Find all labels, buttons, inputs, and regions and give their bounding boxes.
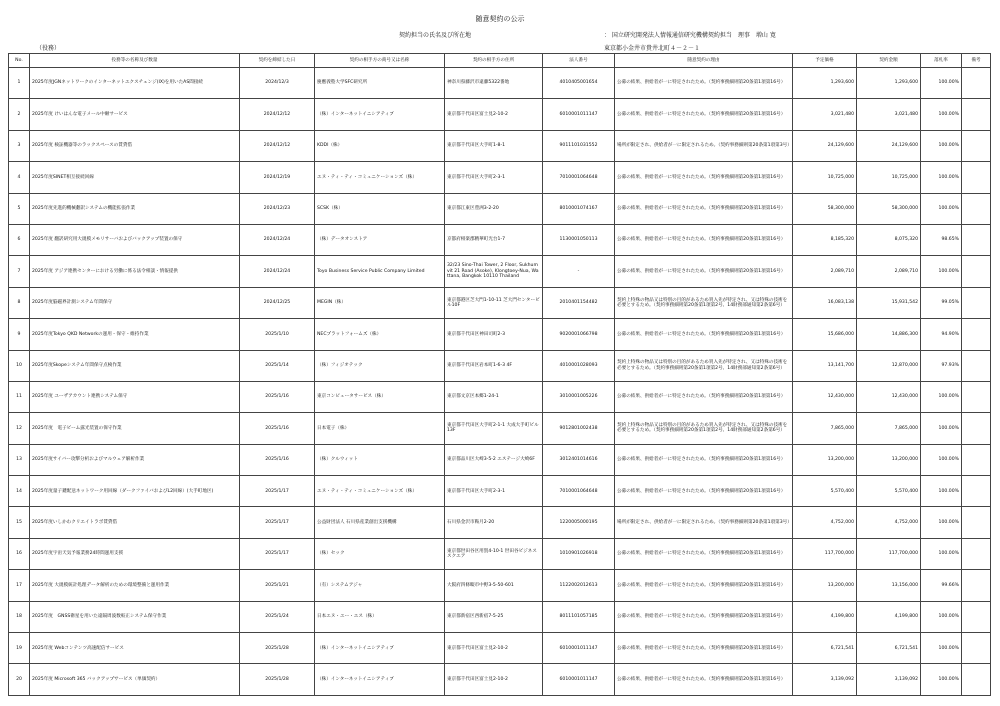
table-row <box>9 130 991 161</box>
table-row <box>9 601 991 632</box>
vendor-name: 公益財団法人 石川県産業創出支援機構 <box>315 507 445 538</box>
corporate-number: 1122002012613 <box>543 570 615 601</box>
estimated-price: 15,686,000 <box>793 319 857 350</box>
table-row <box>9 287 991 318</box>
service-name: 2025年度 大規模統計処理データ解析のための環境整備と運用作業 <box>30 570 240 601</box>
service-name: 2025年度先進的機械翻訳システムの機能拡張作業 <box>30 193 240 224</box>
row-no: 17 <box>9 570 30 601</box>
contract-date: 2025/1/24 <box>240 601 315 632</box>
corporate-number: 6010001011147 <box>543 99 615 130</box>
vendor-name: 慶應義塾大学SFC研究所 <box>315 68 445 99</box>
contract-amount: 1,293,600 <box>857 68 921 99</box>
vendor-name: （株）インターネットイニシアティブ <box>315 633 445 664</box>
contract-reason: 公募の結果、供給者が一に特定されたため。（契約事務細則第20条第1項第16号） <box>615 633 793 664</box>
vendor-name: KDDI（株） <box>315 130 445 161</box>
estimated-price: 13,141,700 <box>793 350 857 381</box>
contract-date: 2025/1/14 <box>240 350 315 381</box>
service-name: 2025年度 けいはんな電子メール中継サービス <box>30 99 240 130</box>
vendor-address: 東京都江東区豊洲3-2-20 <box>445 193 543 224</box>
vendor-address: 神奈川県藤沢市遠藤5322番地 <box>445 68 543 99</box>
contract-date: 2025/1/16 <box>240 413 315 444</box>
contract-date: 2024/12/23 <box>240 193 315 224</box>
contract-date: 2025/1/16 <box>240 444 315 475</box>
service-name: 2025年度いしかわクリエイトラボ賃貸借 <box>30 507 240 538</box>
contract-date: 2025/1/28 <box>240 633 315 664</box>
estimated-price: 8,185,320 <box>793 224 857 255</box>
table-row <box>9 507 991 538</box>
remarks <box>962 162 991 193</box>
contract-reason: 公募の結果、供給者が一に特定されたため。（契約事務細則第20条第1項第16号） <box>615 68 793 99</box>
col-header-reason: 随意契約の理由 <box>615 54 793 68</box>
service-name: 2025年度 電子ビーム露光装置の保守作業 <box>30 413 240 444</box>
vendor-address: 東京都世田谷区用賀4-10-1 世田谷ビジネススクエア <box>445 538 543 569</box>
vendor-name: 東京コンピュータサービス（株） <box>315 381 445 412</box>
service-name: 2025年度 翻訳研究用大規模メモリサーバおよびバックアップ装置の保守 <box>30 224 240 255</box>
contract-date: 2025/1/16 <box>240 381 315 412</box>
vendor-address: 東京都千代田区大手町2-3-1 <box>445 162 543 193</box>
service-name: 2025年度 Microsoft 365 バックアップサービス（単価契約） <box>30 664 240 695</box>
corporate-number: 1130001050113 <box>543 224 615 255</box>
contract-date: 2024/12/19 <box>240 162 315 193</box>
service-name: 2025年度 検証機器等のラックスペースの賃貸借 <box>30 130 240 161</box>
row-no: 15 <box>9 507 30 538</box>
table-row <box>9 664 991 695</box>
service-name: 2025年度 Webコンテンツ高速配信サービス <box>30 633 240 664</box>
estimated-price: 12,430,000 <box>793 381 857 412</box>
remarks <box>962 633 991 664</box>
contracts-table <box>8 53 991 696</box>
corporate-number: 4010001028093 <box>543 350 615 381</box>
contract-date: 2024/12/24 <box>240 224 315 255</box>
table-row <box>9 350 991 381</box>
row-no: 1 <box>9 68 30 99</box>
row-no: 2 <box>9 99 30 130</box>
vendor-name: （株）インターネットイニシアティブ <box>315 664 445 695</box>
contract-date: 2025/1/17 <box>240 538 315 569</box>
row-no: 19 <box>9 633 30 664</box>
contract-amount: 117,700,000 <box>857 538 921 569</box>
corporate-number: 9012801002438 <box>543 413 615 444</box>
award-rate: 100.00% <box>921 601 962 632</box>
contract-amount: 8,075,320 <box>857 224 921 255</box>
vendor-name: （株）フィジオテック <box>315 350 445 381</box>
contract-reason: 場所が限定され、供給者が一に限定されるため。（契約事務細則第20条第1項第3号） <box>615 507 793 538</box>
remarks <box>962 68 991 99</box>
table-row <box>9 538 991 569</box>
contract-reason: 公募の結果、供給者が一に特定されたため。（契約事務細則第20条第1項第16号） <box>615 193 793 224</box>
vendor-address: 東京都千代田区神田司町2-3 <box>445 319 543 350</box>
contract-amount: 3,021,480 <box>857 99 921 130</box>
vendor-address: 大阪府四條畷市中野3-5-50-601 <box>445 570 543 601</box>
remarks <box>962 287 991 318</box>
estimated-price: 10,725,000 <box>793 162 857 193</box>
remarks <box>962 130 991 161</box>
corporate-number: 3012401014616 <box>543 444 615 475</box>
remarks <box>962 664 991 695</box>
remarks <box>962 601 991 632</box>
vendor-name: MEGIN（株） <box>315 287 445 318</box>
contract-amount: 5,570,400 <box>857 476 921 507</box>
corporate-number: 8010001074167 <box>543 193 615 224</box>
contract-date: 2025/1/21 <box>240 570 315 601</box>
contract-officer-label: 契約担当の氏名及び所在地 <box>399 32 472 39</box>
remarks <box>962 193 991 224</box>
award-rate: 100.00% <box>921 413 962 444</box>
row-no: 11 <box>9 381 30 412</box>
award-rate: 100.00% <box>921 256 962 287</box>
contract-reason: 契約上特殊の物品又は特別の目的があるため買入先が特定され、又は特殊の技術を必要とするため。（契約事務細則第20条第1項第2号、14財務部通知第2条第6号） <box>615 350 793 381</box>
vendor-address: 東京都新宿区西新宿7-5-25 <box>445 601 543 632</box>
award-rate: 100.00% <box>921 193 962 224</box>
award-rate: 97.93% <box>921 350 962 381</box>
vendor-name: エヌ・ティ・ティ・コミュニケーションズ（株） <box>315 162 445 193</box>
vendor-name: （有）システムアジャ <box>315 570 445 601</box>
col-header-amount: 契約金額 <box>857 54 921 68</box>
contract-date: 2024/12/24 <box>240 256 315 287</box>
vendor-name: （株）クルウィット <box>315 444 445 475</box>
award-rate: 99.66% <box>921 570 962 601</box>
role-label: （役務） <box>36 45 61 52</box>
estimated-price: 3,021,480 <box>793 99 857 130</box>
award-rate: 100.00% <box>921 130 962 161</box>
contract-reason: 契約上特殊の物品又は特別の目的があるため買入先が特定され、又は特殊の技術を必要とするため。（契約事務細則第20条第1項第2号、14財務部通知第2条第6号） <box>615 413 793 444</box>
contract-date: 2024/12/12 <box>240 99 315 130</box>
vendor-name: 日本エヌ・ユー・エス（株） <box>315 601 445 632</box>
contract-amount: 15,931,542 <box>857 287 921 318</box>
vendor-address: 東京都文京区本郷1-24-1 <box>445 381 543 412</box>
table-row <box>9 256 991 287</box>
contract-reason: 公募の結果、供給者が一に特定されたため。（契約事務細則第20条第1項第16号） <box>615 319 793 350</box>
service-name: 2025年度宇宙天気予報業務24時間運用支援 <box>30 538 240 569</box>
service-name: 2025年度 ユーザアカウント連携システム保守 <box>30 381 240 412</box>
estimated-price: 4,199,800 <box>793 601 857 632</box>
table-row <box>9 476 991 507</box>
row-no: 7 <box>9 256 30 287</box>
table-row <box>9 99 991 130</box>
estimated-price: 7,865,000 <box>793 413 857 444</box>
vendor-name: （株）データオンストア <box>315 224 445 255</box>
contract-reason: 公募の結果、供給者が一に特定されたため。（契約事務細則第20条第1項第16号） <box>615 664 793 695</box>
award-rate: 100.00% <box>921 538 962 569</box>
corporate-number: 1220005000195 <box>543 507 615 538</box>
row-no: 10 <box>9 350 30 381</box>
col-header-no: No. <box>9 54 30 68</box>
service-name: 2025年度サイバー攻撃分析およびマルウェア解析作業 <box>30 444 240 475</box>
vendor-name: SCSK（株） <box>315 193 445 224</box>
estimated-price: 58,300,000 <box>793 193 857 224</box>
row-no: 9 <box>9 319 30 350</box>
service-name: 2025年度脳磁界計測システム年間保守 <box>30 287 240 318</box>
corporate-number: 3010001005226 <box>543 381 615 412</box>
remarks <box>962 444 991 475</box>
vendor-address: 東京都千代田区富士見2-10-2 <box>445 633 543 664</box>
remarks <box>962 224 991 255</box>
row-no: 5 <box>9 193 30 224</box>
remarks <box>962 413 991 444</box>
vendor-address: 32/23 Sino-Thai Tower, 2 Floor, Sukhumvit 21 Road (Asoke), Klongtoey-Nua, Wattana, Bangkok 10110 Thailand <box>445 256 543 287</box>
corporate-number: 7010001064648 <box>543 476 615 507</box>
service-name: 2025年度JGNネットワークのインターネットエクスチェンジ(IX)を用いたAS間接続 <box>30 68 240 99</box>
contract-amount: 12,430,000 <box>857 381 921 412</box>
award-rate: 99.05% <box>921 287 962 318</box>
row-no: 3 <box>9 130 30 161</box>
row-no: 6 <box>9 224 30 255</box>
estimated-price: 5,570,400 <box>793 476 857 507</box>
table-row <box>9 413 991 444</box>
contract-reason: 公募の結果、供給者が一に特定されたため。（契約事務細則第20条第1項第16号） <box>615 381 793 412</box>
contract-reason: 公募の結果、供給者が一に特定されたため。（契約事務細則第20条第1項第16号） <box>615 444 793 475</box>
row-no: 13 <box>9 444 30 475</box>
award-rate: 100.00% <box>921 381 962 412</box>
contract-amount: 13,200,000 <box>857 444 921 475</box>
contract-amount: 7,865,000 <box>857 413 921 444</box>
award-rate: 100.00% <box>921 162 962 193</box>
contract-reason: 公募の結果、供給者が一に特定されたため。（契約事務細則第20条第1項第16号） <box>615 162 793 193</box>
award-rate: 100.00% <box>921 68 962 99</box>
page-title: 随意契約の公示 <box>475 15 525 23</box>
award-rate: 100.00% <box>921 664 962 695</box>
remarks <box>962 476 991 507</box>
estimated-price: 6,721,541 <box>793 633 857 664</box>
vendor-name: NECプラットフォームズ（株） <box>315 319 445 350</box>
contract-date: 2025/1/17 <box>240 507 315 538</box>
award-rate: 100.00% <box>921 633 962 664</box>
vendor-address: 東京都港区芝大門1-10-11 芝大門センタービル10F <box>445 287 543 318</box>
service-name: 2025年度 GNSS衛星を用いた遠隔周波数較正システム保守作業 <box>30 601 240 632</box>
contract-date: 2024/12/25 <box>240 287 315 318</box>
table-row <box>9 381 991 412</box>
contract-date: 2024/12/3 <box>240 68 315 99</box>
contract-amount: 13,156,000 <box>857 570 921 601</box>
contract-reason: 公募の結果、供給者が一に特定されたため。（契約事務細則第20条第1項第16号） <box>615 476 793 507</box>
vendor-address: 東京都千代田区富士見2-10-2 <box>445 99 543 130</box>
vendor-address: 京都府相楽郡精華町光台1-7 <box>445 224 543 255</box>
vendor-name: Toyo Business Service Public Company Limited <box>315 256 445 287</box>
remarks <box>962 538 991 569</box>
remarks <box>962 99 991 130</box>
corporate-number: 9011101031552 <box>543 130 615 161</box>
estimated-price: 3,139,092 <box>793 664 857 695</box>
row-no: 14 <box>9 476 30 507</box>
contract-amount: 14,886,300 <box>857 319 921 350</box>
col-header-note: 備考 <box>962 54 991 68</box>
col-header-name: 役務等の名称及び数量 <box>30 54 240 68</box>
service-name: 2025年度Skopeシステム年間保守点検作業 <box>30 350 240 381</box>
estimated-price: 1,293,600 <box>793 68 857 99</box>
vendor-name: （株）インターネットイニシアティブ <box>315 99 445 130</box>
contract-reason: 公募の結果、供給者が一に特定されたため。（契約事務細則第20条第1項第16号） <box>615 99 793 130</box>
vendor-address: 東京都千代田区岩本町1-6-3 4F <box>445 350 543 381</box>
corporate-number: 8011101057185 <box>543 601 615 632</box>
row-no: 20 <box>9 664 30 695</box>
contract-amount: 10,725,000 <box>857 162 921 193</box>
contract-officer: ： 国立研究開発法人情報通信研究機構契約担当 理事 増山 寛 <box>604 32 776 39</box>
contract-amount: 58,300,000 <box>857 193 921 224</box>
contract-reason: 契約上特殊の物品又は特別の目的があるため買入先が特定され、又は特殊の技術を必要とするため。（契約事務細則第20条第1項第2号、14財務部通知第2条第6号） <box>615 287 793 318</box>
col-header-address: 契約の相手方の住所 <box>445 54 543 68</box>
service-name: 2025年度Tokyo QKD Networkの運用・保守・維持作業 <box>30 319 240 350</box>
table-row <box>9 68 991 99</box>
remarks <box>962 570 991 601</box>
vendor-name: エヌ・ティ・ティ・コミュニケーションズ（株） <box>315 476 445 507</box>
service-name: 2025年度SINET相互接続回線 <box>30 162 240 193</box>
contract-date: 2025/1/17 <box>240 476 315 507</box>
vendor-address: 石川県金沢市鞍月2-20 <box>445 507 543 538</box>
contract-amount: 6,721,541 <box>857 633 921 664</box>
contract-reason: 公募の結果、供給者が一に特定されたため。（契約事務細則第20条第1項第16号） <box>615 570 793 601</box>
vendor-address: 東京都千代田区大手町1-8-1 <box>445 130 543 161</box>
table-row <box>9 319 991 350</box>
contract-reason: 公募の結果、供給者が一に特定されたため。（契約事務細則第20条第1項第16号） <box>615 224 793 255</box>
row-no: 8 <box>9 287 30 318</box>
contract-reason: 公募の結果、供給者が一に特定されたため。（契約事務細則第20条第1項第16号） <box>615 601 793 632</box>
corporate-number: 6010001011147 <box>543 664 615 695</box>
contract-amount: 3,139,092 <box>857 664 921 695</box>
corporate-number: 1010901026918 <box>543 538 615 569</box>
corporate-number: 6010001011147 <box>543 633 615 664</box>
contract-amount: 4,752,000 <box>857 507 921 538</box>
table-header-row <box>9 54 991 68</box>
row-no: 18 <box>9 601 30 632</box>
row-no: 12 <box>9 413 30 444</box>
corporate-number: 2010401154482 <box>543 287 615 318</box>
vendor-address: 東京都千代田区大手町2-1-1 大成大手町ビル13F <box>445 413 543 444</box>
contract-amount: 2,089,710 <box>857 256 921 287</box>
contract-date: 2024/12/12 <box>240 130 315 161</box>
service-name: 2025年度 アジア連携センターにおける労働に係る法令相談・情報提供 <box>30 256 240 287</box>
award-rate: 100.00% <box>921 444 962 475</box>
table-row <box>9 444 991 475</box>
service-name: 2025年度量子鍵配送ネットワーク用回線（ダークファイバおよびL2回線）(大手町地区) <box>30 476 240 507</box>
contract-amount: 12,870,000 <box>857 350 921 381</box>
contract-reason: 公募の結果、供給者が一に特定されたため。（契約事務細則第20条第1項第16号） <box>615 256 793 287</box>
officer-address: 東京都小金井市貴井北町４－２－１ <box>604 45 701 52</box>
remarks <box>962 256 991 287</box>
award-rate: 100.00% <box>921 507 962 538</box>
vendor-address: 東京都千代田区富士見2-10-2 <box>445 664 543 695</box>
col-header-corp-no: 法人番号 <box>543 54 615 68</box>
estimated-price: 2,089,710 <box>793 256 857 287</box>
award-rate: 94.90% <box>921 319 962 350</box>
vendor-address: 東京都品川区大崎3-5-2 エステージ大崎6F <box>445 444 543 475</box>
corporate-number: - <box>543 256 615 287</box>
contract-amount: 24,129,600 <box>857 130 921 161</box>
table-row <box>9 224 991 255</box>
award-rate: 98.65% <box>921 224 962 255</box>
remarks <box>962 319 991 350</box>
estimated-price: 117,700,000 <box>793 538 857 569</box>
contract-date: 2025/1/10 <box>240 319 315 350</box>
contract-amount: 4,199,800 <box>857 601 921 632</box>
col-header-date: 契約を締結した日 <box>240 54 315 68</box>
remarks <box>962 507 991 538</box>
vendor-name: （株）セック <box>315 538 445 569</box>
corporate-number: 9020001066798 <box>543 319 615 350</box>
table-row <box>9 570 991 601</box>
corporate-number: 7010001064648 <box>543 162 615 193</box>
col-header-estimate: 予定価格 <box>793 54 857 68</box>
row-no: 16 <box>9 538 30 569</box>
row-no: 4 <box>9 162 30 193</box>
remarks <box>962 381 991 412</box>
col-header-rate: 落札率 <box>921 54 962 68</box>
table-row <box>9 193 991 224</box>
vendor-address: 東京都千代田区大手町2-3-1 <box>445 476 543 507</box>
award-rate: 100.00% <box>921 476 962 507</box>
table-row <box>9 162 991 193</box>
contract-reason: 公募の結果、供給者が一に特定されたため。（契約事務細則第20条第1項第16号） <box>615 538 793 569</box>
award-rate: 100.00% <box>921 99 962 130</box>
table-row <box>9 633 991 664</box>
remarks <box>962 350 991 381</box>
corporate-number: 4010405001654 <box>543 68 615 99</box>
estimated-price: 13,200,000 <box>793 570 857 601</box>
estimated-price: 16,083,138 <box>793 287 857 318</box>
contract-date: 2025/1/28 <box>240 664 315 695</box>
vendor-name: 日本電子（株） <box>315 413 445 444</box>
estimated-price: 24,129,600 <box>793 130 857 161</box>
col-header-vendor: 契約の相手方の商号又は名称 <box>315 54 445 68</box>
contract-reason: 場所が限定され、供給者が一に限定されるため。（契約事務細則第20条第1項第3号） <box>615 130 793 161</box>
estimated-price: 4,752,000 <box>793 507 857 538</box>
estimated-price: 13,200,000 <box>793 444 857 475</box>
